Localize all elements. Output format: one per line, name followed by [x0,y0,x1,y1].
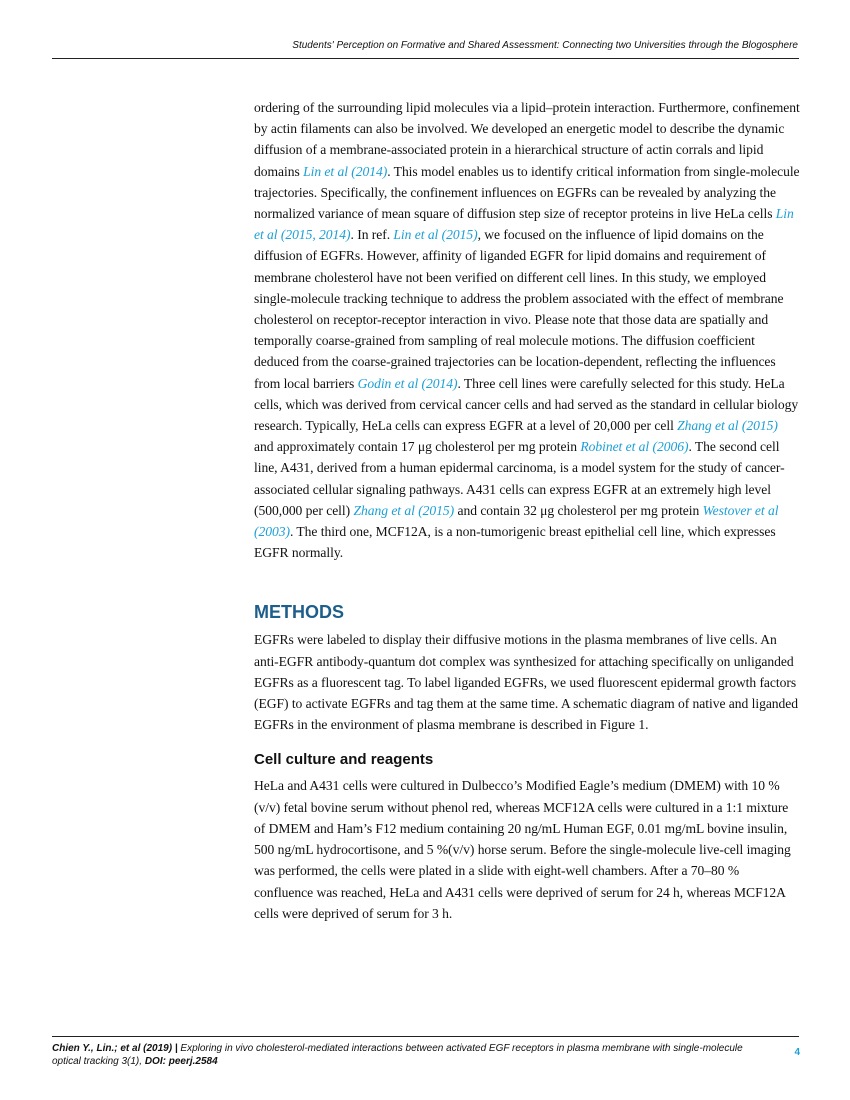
citation-link-westover-2003[interactable]: Westover et al (2003) [254,502,779,540]
intro-text-3: . In ref. [350,227,394,243]
methods-heading: METHODS [254,602,344,623]
running-header: Students' Perception on Formative and Shared Assessment: Connecting two Universities through the Blogosphere [292,40,798,51]
cell-culture-paragraph: HeLa and A431 cells were cultured in Dulbecco’s Modified Eagle’s medium (DMEM) with 10 % (v/v) fetal bovine serum without phenol red, whereas MCF12A cells were cultured in a 1:1 mixture of DMEM and Ham’s F12 medium containing 20 ng/mL Human EGF, 0.01 mg/mL bovine insulin, 500 ng/mL hydrocortisone, and 5 %(v/v) horse serum. Before the single-molecule live-cell imaging was performed, the cells were plated in a slide with eight-well chambers. After a 70–80 % confluence was reached, HeLa and A431 cells were deprived of serum for 24 h, whereas MCF12A cells were deprived of serum for 3 h. [254,778,791,921]
header-rule [52,58,799,59]
footer-authors: Chien Y., Lin.; et al (2019) | [52,1043,178,1054]
citation-link-godin-2014[interactable]: Godin et al (2014) [357,375,458,391]
intro-text-7: . The second cell line, A431, derived from a human epidermal carcinoma, is a model system for the study of cancer-associated cellular signaling pathways. A431 cells can express EGFR at an extremely high level (500,000 per cell) [254,439,785,518]
intro-text-6: and approximately contain 17 μg cholesterol per mg protein [254,439,581,455]
intro-text-4: , we focused on the influence of lipid domains on the diffusion of EGFRs. However, affinity of liganded EGFR for lipid domains and requirement of membrane cholesterol have not been verified on different cell lines. In this study, we employed single-molecule tracking technique to address the problem associated with the effect of membrane cholesterol on receptor-receptor interaction in vivo. Please note that those data are spatially and temporally coarse-grained from sampling of real molecule motions. The diffusion coefficient deduced from the coarse-grained trajectories can be location-dependent, reflecting the influences from local barriers [254,227,784,391]
intro-text-8: and contain 32 μg cholesterol per mg protein [454,502,703,518]
footer-title: Exploring in vivo cholesterol-mediated interactions between activated EGF receptors in plasma membrane with single-molecule optical tracking 3(1), [52,1043,743,1067]
intro-text-1: ordering of the surrounding lipid molecules via a lipid–protein interaction. Furthermore, confinement by actin filaments can also be involved. We developed an energetic model to describe the dynamic diffusion of a membrane-associated protein in a hierarchical structure of actin corrals and lipid domains [254,100,800,179]
citation-link-robinet-2006[interactable]: Robinet et al (2006) [580,439,689,455]
cell-culture-heading: Cell culture and reagents [254,751,434,769]
intro-text-5: . Three cell lines were carefully selected for this study. HeLa cells, which was derived from cervical cancer cells and had served as the standard in cellular biology research. Typically, HeLa cells can express EGFR at a level of 20,000 per cell [254,375,799,434]
footer-doi: DOI: peerj.2584 [144,1056,218,1067]
intro-paragraph [254,97,800,563]
citation-link-zhang-2015-b[interactable]: Zhang et al (2015) [353,502,455,518]
page-number: 4 [794,1047,800,1058]
citation-link-lin-2015-2014[interactable]: Lin et al (2015, 2014) [254,206,794,243]
methods-paragraph: EGFRs were labeled to display their diffusive motions in the plasma membranes of live cells. An anti-EGFR antibody-quantum dot complex was synthesized for attaching specifically on unliganded EGFRs as a fluorescent tag. To label liganded EGFRs, we used fluorescent epidermal growth factors (EGF) to activate EGFRs and tag them at the same time. A schematic diagram of native and liganded EGFRs in the environment of plasma membrane is described in Figure 1. [254,632,799,733]
citation-link-zhang-2015[interactable]: Zhang et al (2015) [677,418,778,434]
intro-text-2: . This model enables us to identify critical information from single-molecule trajectories. Specifically, the confinement influences on EGFRs can be revealed by analyzing the normalized variance of mean square of diffusion step size of receptor proteins in live HeLa cells [254,163,800,222]
citation-link-lin-2014[interactable]: Lin et al (2014) [303,163,388,179]
citation-link-lin-2015[interactable]: Lin et al (2015) [393,227,478,243]
intro-text-9: . The third one, MCF12A, is a non-tumorigenic breast epithelial cell line, which expresses EGFR normally. [254,524,776,561]
footer-citation [52,1042,752,1068]
article-body [254,97,800,924]
footer-rule [52,1036,799,1037]
